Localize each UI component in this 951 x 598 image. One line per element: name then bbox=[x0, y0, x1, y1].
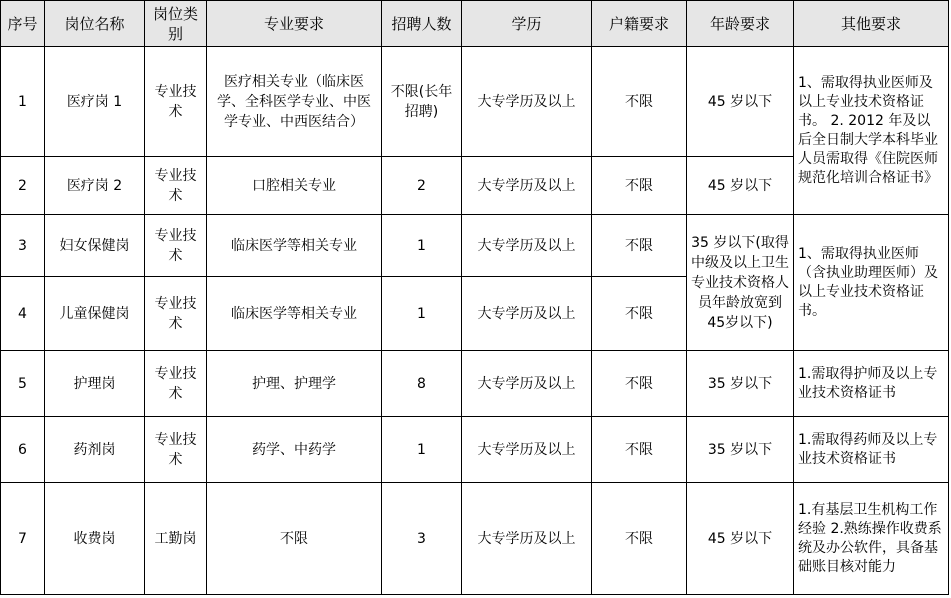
row-residence: 不限 bbox=[592, 277, 687, 351]
row-major: 临床医学等相关专业 bbox=[207, 215, 382, 277]
row-count: 不限(长年招聘) bbox=[382, 47, 462, 157]
row-count: 1 bbox=[382, 215, 462, 277]
row-no: 1 bbox=[1, 47, 45, 157]
row-post: 护理岗 bbox=[45, 351, 145, 417]
row-category: 专业技术 bbox=[145, 351, 207, 417]
header-residence: 户籍要求 bbox=[592, 1, 687, 47]
row-category: 专业技术 bbox=[145, 417, 207, 483]
row-age: 35 岁以下 bbox=[687, 351, 794, 417]
row-age: 45 岁以下 bbox=[687, 157, 794, 215]
row-category: 专业技术 bbox=[145, 215, 207, 277]
row-residence: 不限 bbox=[592, 157, 687, 215]
row-education: 大专学历及以上 bbox=[462, 157, 592, 215]
row-no: 2 bbox=[1, 157, 45, 215]
row-no: 4 bbox=[1, 277, 45, 351]
header-count: 招聘人数 bbox=[382, 1, 462, 47]
row-other-merged: 1、需取得执业医师（含执业助理医师）及以上专业技术资格证书。 bbox=[794, 215, 949, 351]
row-age-merged: 35 岁以下(取得中级及以上卫生专业技术资格人员年龄放宽到 45岁以下) bbox=[687, 215, 794, 351]
row-age: 45 岁以下 bbox=[687, 483, 794, 595]
row-education: 大专学历及以上 bbox=[462, 483, 592, 595]
row-post: 药剂岗 bbox=[45, 417, 145, 483]
row-no: 3 bbox=[1, 215, 45, 277]
row-major: 不限 bbox=[207, 483, 382, 595]
row-education: 大专学历及以上 bbox=[462, 277, 592, 351]
row-category: 专业技术 bbox=[145, 277, 207, 351]
row-count: 3 bbox=[382, 483, 462, 595]
header-education: 学历 bbox=[462, 1, 592, 47]
header-no: 序号 bbox=[1, 1, 45, 47]
row-other-merged: 1、需取得执业医师及以上专业技术资格证书。 2. 2012 年及以后全日制大学本科毕业人员需取得《住院医师规范化培训合格证书》 bbox=[794, 47, 949, 215]
row-count: 8 bbox=[382, 351, 462, 417]
row-no: 7 bbox=[1, 483, 45, 595]
table-row bbox=[1, 417, 949, 483]
row-residence: 不限 bbox=[592, 47, 687, 157]
table-row bbox=[1, 215, 949, 277]
row-no: 5 bbox=[1, 351, 45, 417]
table-row bbox=[1, 483, 949, 595]
table-row bbox=[1, 47, 949, 157]
row-residence: 不限 bbox=[592, 215, 687, 277]
row-residence: 不限 bbox=[592, 351, 687, 417]
row-residence: 不限 bbox=[592, 483, 687, 595]
row-count: 1 bbox=[382, 417, 462, 483]
row-major: 护理、护理学 bbox=[207, 351, 382, 417]
header-category: 岗位类别 bbox=[145, 1, 207, 47]
row-no: 6 bbox=[1, 417, 45, 483]
row-category: 工勤岗 bbox=[145, 483, 207, 595]
row-major: 医疗相关专业（临床医学、全科医学专业、中医学专业、中西医结合） bbox=[207, 47, 382, 157]
row-category: 专业技术 bbox=[145, 47, 207, 157]
row-category: 专业技术 bbox=[145, 157, 207, 215]
row-post: 妇女保健岗 bbox=[45, 215, 145, 277]
row-education: 大专学历及以上 bbox=[462, 215, 592, 277]
row-residence: 不限 bbox=[592, 417, 687, 483]
table-row bbox=[1, 351, 949, 417]
header-age: 年龄要求 bbox=[687, 1, 794, 47]
header-row bbox=[1, 1, 949, 47]
row-major: 药学、中药学 bbox=[207, 417, 382, 483]
row-other: 1.需取得药师及以上专业技术资格证书 bbox=[794, 417, 949, 483]
row-age: 35 岁以下 bbox=[687, 417, 794, 483]
header-other: 其他要求 bbox=[794, 1, 949, 47]
row-other: 1.有基层卫生机构工作经验 2.熟练操作收费系统及办公软件，具备基础账目核对能力 bbox=[794, 483, 949, 595]
row-post: 儿童保健岗 bbox=[45, 277, 145, 351]
row-post: 收费岗 bbox=[45, 483, 145, 595]
row-education: 大专学历及以上 bbox=[462, 47, 592, 157]
row-post: 医疗岗 2 bbox=[45, 157, 145, 215]
row-education: 大专学历及以上 bbox=[462, 417, 592, 483]
header-post: 岗位名称 bbox=[45, 1, 145, 47]
row-post: 医疗岗 1 bbox=[45, 47, 145, 157]
row-count: 2 bbox=[382, 157, 462, 215]
row-education: 大专学历及以上 bbox=[462, 351, 592, 417]
row-age: 45 岁以下 bbox=[687, 47, 794, 157]
row-count: 1 bbox=[382, 277, 462, 351]
row-major: 临床医学等相关专业 bbox=[207, 277, 382, 351]
row-other: 1.需取得护师及以上专业技术资格证书 bbox=[794, 351, 949, 417]
row-major: 口腔相关专业 bbox=[207, 157, 382, 215]
header-major: 专业要求 bbox=[207, 1, 382, 47]
